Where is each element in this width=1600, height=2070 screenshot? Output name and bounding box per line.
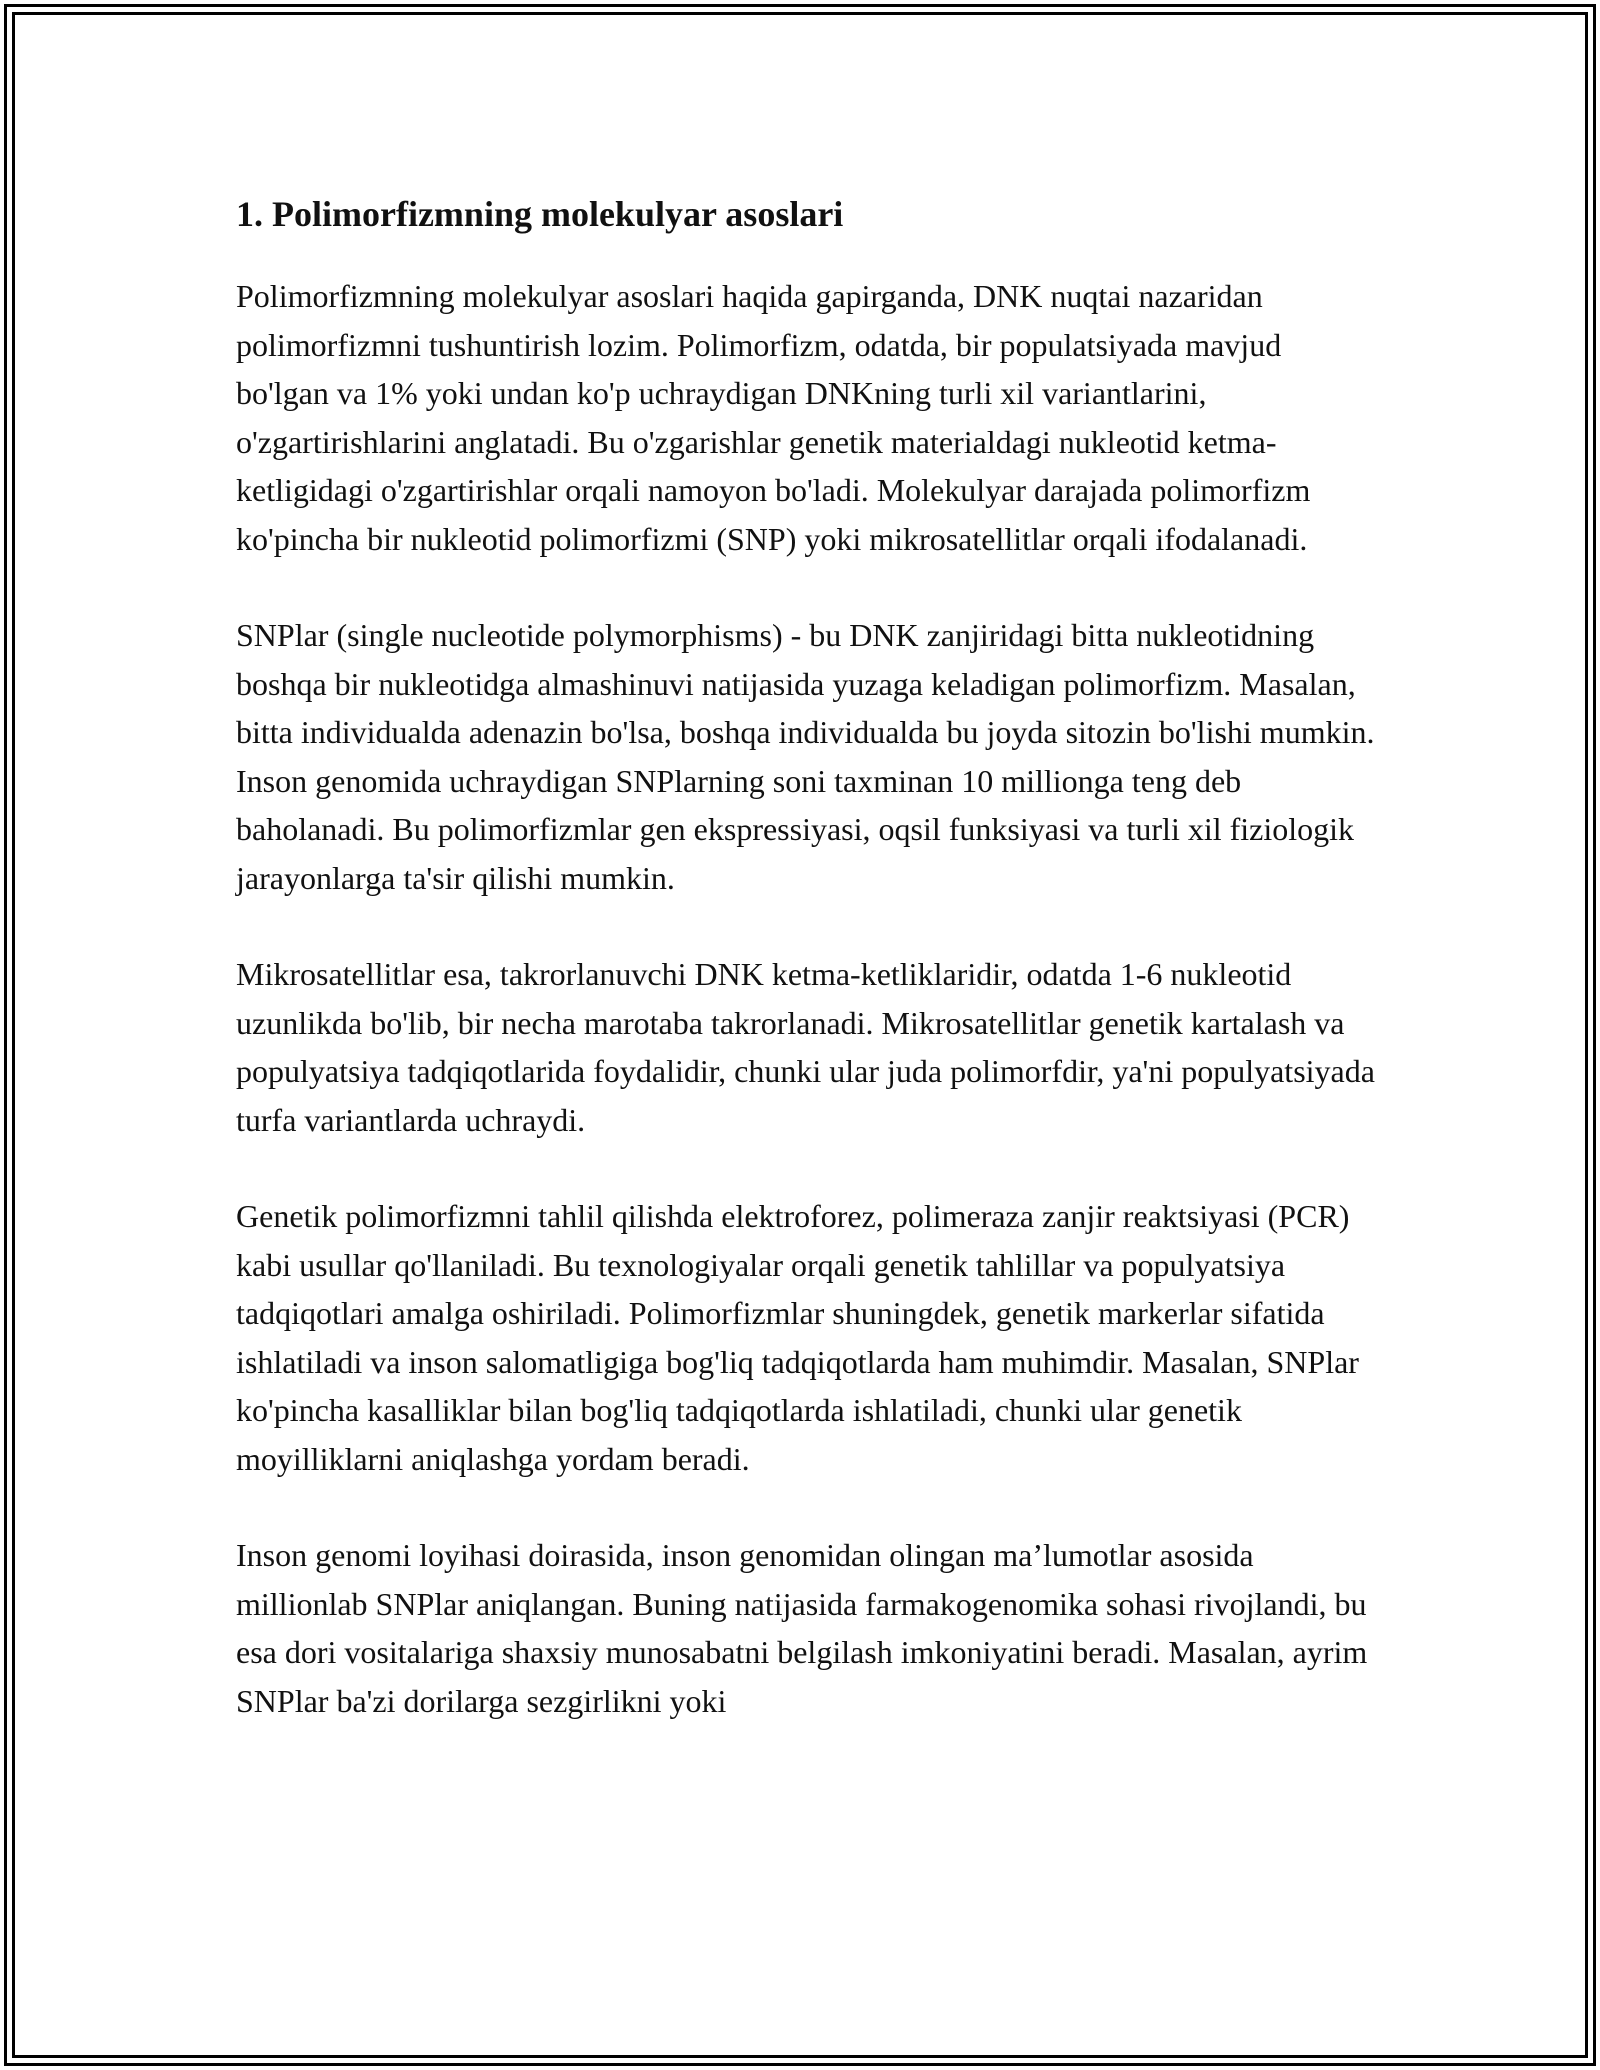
document-body	[236, 186, 1376, 1773]
paragraph-analysis-methods: Genetik polimorfizmni tahlil qilishda elektroforez, polimeraza zanjir reaktsiyasi (PCR) kabi usullar qo'llaniladi. Bu texnologiyalar orqali genetik tahlillar va populyatsiya tadqiqotlari amalga oshiriladi. Polimorfizmlar shuningdek, genetik markerlar sifatida ishlatiladi va inson salomatligiga bog'liq tadqiqotlarda ham muhimdir. Masalan, SNPlar ko'pincha kasalliklar bilan bog'liq tadqiqotlarda ishlatiladi, chunki ular genetik moyilliklarni aniqlashga yordam beradi.	[236, 1198, 1359, 1477]
paragraph-human-genome-project: Inson genomi loyihasi doirasida, inson genomidan olingan ma’lumotlar asosida millionlab SNPlar aniqlangan. Buning natijasida farmakogenomika sohasi rivojlandi, bu esa dori vositalariga shaxsiy munosabatni belgilash imkoniyatini beradi. Masalan, ayrim SNPlar ba'zi dorilarga sezgirlikni yoki	[236, 1537, 1368, 1719]
paragraph-molecular-basis: Polimorfizmning molekulyar asoslari haqida gapirganda, DNK nuqtai nazaridan polimorfizmni tushuntirish lozim. Polimorfizm, odatda, bir populatsiyada mavjud bo'lgan va 1% yoki undan ko'p uchraydigan DNKning turli xil variantlarini, o'zgartirishlarini anglatadi. Bu o'zgarishlar genetik materialdagi nukleotid ketma-ketligidagi o'zgartirishlar orqali namoyon bo'ladi. Molekulyar darajada polimorfizm ko'pincha bir nukleotid polimorfizmi (SNP) yoki mikrosatellitlar orqali ifodalanadi.	[236, 278, 1311, 557]
paragraph-snp: SNPlar (single nucleotide polymorphisms) - bu DNK zanjiridagi bitta nukleotidning boshqa bir nukleotidga almashinuvi natijasida yuzaga keladigan polimorfizm. Masalan, bitta individualda adenazin bo'lsa, boshqa individualda bu joyda sitozin bo'lishi mumkin. Inson genomida uchraydigan SNPlarning soni taxminan 10 millionga teng deb baholanadi. Bu polimorfizmlar gen ekspressiyasi, oqsil funksiyasi va turli xil fiziologik jarayonlarga ta'sir qilishi mumkin.	[236, 617, 1375, 896]
paragraph-microsatellites: Mikrosatellitlar esa, takrorlanuvchi DNK ketma-ketliklaridir, odatda 1-6 nukleotid uzunlikda bo'lib, bir necha marotaba takrorlanadi. Mikrosatellitlar genetik kartalash va populyatsiya tadqiqotlarida foydalidir, chunki ular juda polimorfdir, ya'ni populyatsiyada turfa variantlarda uchraydi.	[236, 956, 1375, 1138]
section-heading: 1. Polimorfizmning molekulyar asoslari	[236, 194, 844, 234]
